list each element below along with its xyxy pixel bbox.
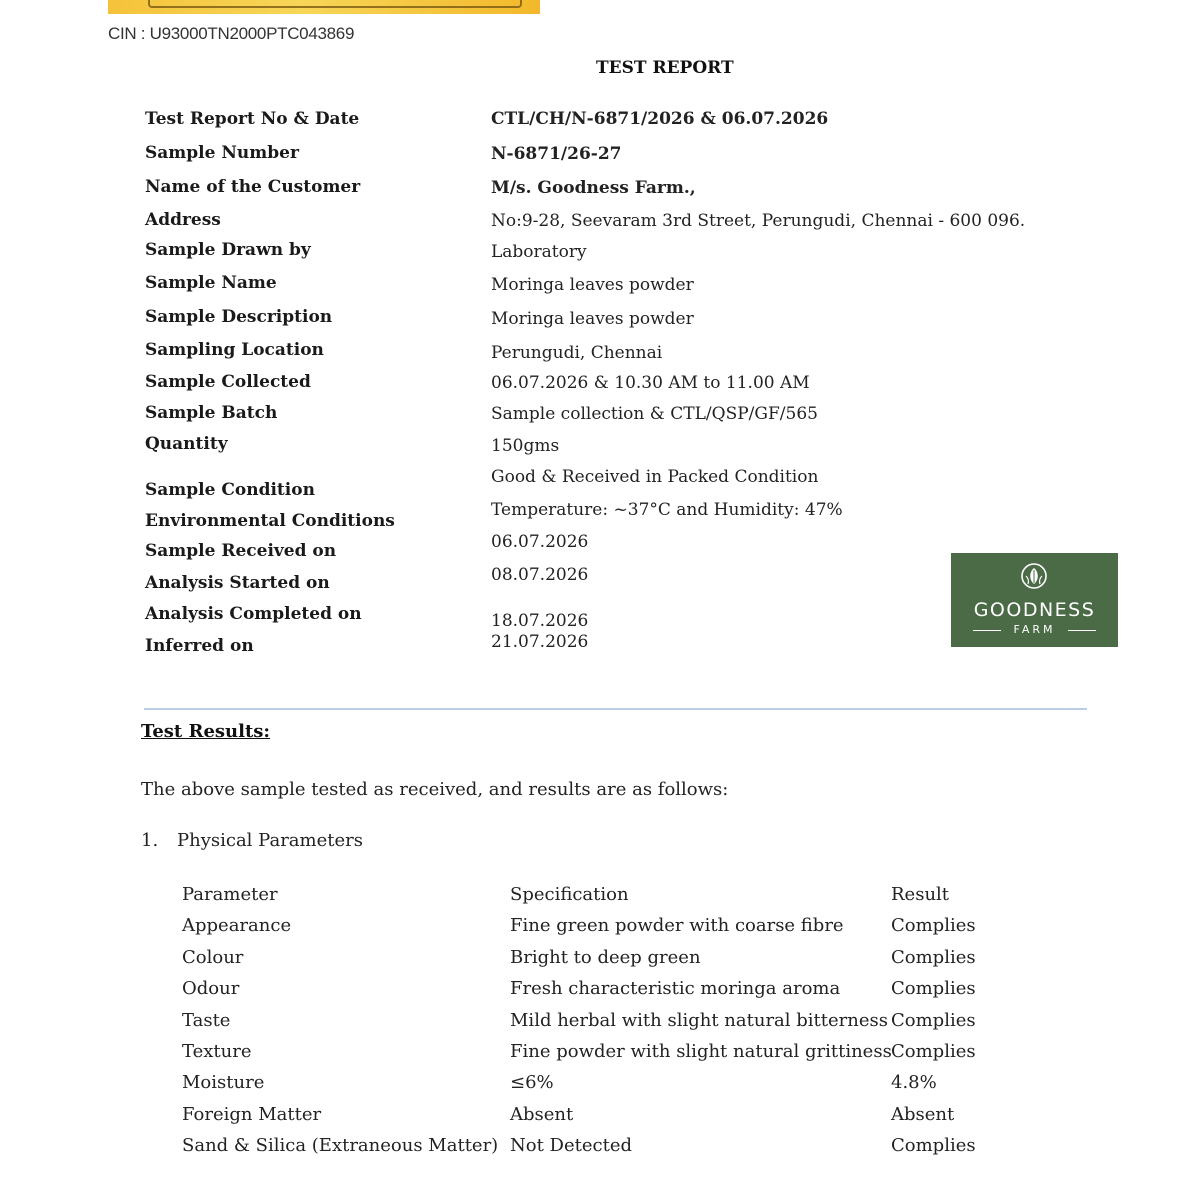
result-cell: Complies [891,1135,976,1156]
info-value: Sample collection & CTL/QSP/GF/565 [491,404,818,424]
parameter-cell: Appearance [182,915,292,936]
leaf-emblem-icon [1019,561,1049,591]
info-value: Moringa leaves powder [491,275,694,295]
info-value: 150gms [491,436,560,456]
info-label: Inferred on [145,636,254,656]
info-value: Perungudi, Chennai [491,343,663,363]
info-value: 06.07.2026 [491,532,589,552]
info-value: Good & Received in Packed Condition [491,467,819,487]
column-header: Specification [510,884,629,905]
table-row [0,1041,1200,1065]
result-cell: Complies [891,1041,976,1062]
info-value: 08.07.2026 [491,565,589,585]
specification-cell: Fine powder with slight natural grittiness [510,1041,892,1062]
column-header: Parameter [182,884,278,905]
banner-graphic [148,0,522,8]
specification-cell: Not Detected [510,1135,633,1156]
info-label: Sample Condition [145,480,315,500]
table-row [0,947,1200,971]
info-value: 21.07.2026 [491,632,589,652]
section-title: Physical Parameters [177,830,363,851]
info-value: Laboratory [491,242,587,262]
parameter-cell: Taste [182,1010,231,1031]
table-row [0,1104,1200,1128]
table-row [0,1072,1200,1096]
info-value: CTL/CH/N-6871/2026 & 06.07.2026 [491,109,829,129]
info-label: Sample Collected [145,372,311,392]
page-title: TEST REPORT [596,58,734,78]
logo-rule-right [1068,630,1096,631]
cin-number: CIN : U93000TN2000PTC043869 [108,24,355,43]
info-label: Environmental Conditions [145,511,395,531]
logo-subtext: FARM [1013,623,1056,636]
info-label: Sampling Location [145,340,324,360]
table-row [0,978,1200,1002]
info-value: 06.07.2026 & 10.30 AM to 11.00 AM [491,373,810,393]
logo-wordmark: GOODNESS [973,599,1096,621]
section-number: 1. [141,830,159,851]
column-header: Result [891,884,950,905]
info-value: Moringa leaves powder [491,309,694,329]
parameter-cell: Foreign Matter [182,1104,322,1125]
parameter-cell: Colour [182,947,244,968]
specification-cell: Absent [510,1104,574,1125]
info-label: Address [145,210,221,230]
parameter-cell: Odour [182,978,240,999]
result-cell: 4.8% [891,1072,937,1093]
specification-cell: ≤6% [510,1072,554,1093]
section-divider [144,708,1087,710]
result-cell: Complies [891,1010,976,1031]
info-value: Temperature: ~37°C and Humidity: 47% [491,500,843,520]
info-label: Test Report No & Date [145,109,360,129]
goodness-farm-logo [951,553,1118,647]
info-label: Name of the Customer [145,177,361,197]
info-value: N-6871/26-27 [491,144,622,164]
result-cell: Complies [891,915,976,936]
info-label: Quantity [145,434,228,454]
result-cell: Complies [891,947,976,968]
info-label: Analysis Started on [145,573,330,593]
table-row [0,915,1200,939]
info-value: 18.07.2026 [491,611,589,631]
results-intro: The above sample tested as received, and results are as follows: [141,779,729,800]
info-label: Sample Number [145,143,299,163]
specification-cell: Fine green powder with coarse fibre [510,915,844,936]
info-label: Sample Description [145,307,333,327]
info-label: Sample Batch [145,403,278,423]
specification-cell: Fresh characteristic moringa aroma [510,978,841,999]
info-value: No:9-28, Seevaram 3rd Street, Perungudi, Chennai - 600 096. [491,211,1026,231]
info-label: Sample Drawn by [145,240,311,260]
result-cell: Complies [891,978,976,999]
info-value: M/s. Goodness Farm., [491,178,696,198]
table-row [0,1010,1200,1034]
result-cell: Absent [891,1104,955,1125]
specification-cell: Bright to deep green [510,947,701,968]
info-label: Sample Received on [145,541,337,561]
table-row [0,1135,1200,1159]
info-label: Sample Name [145,273,277,293]
parameter-cell: Texture [182,1041,252,1062]
info-label: Analysis Completed on [145,604,362,624]
results-heading: Test Results: [141,721,271,742]
header-banner [108,0,540,14]
parameter-cell: Moisture [182,1072,265,1093]
specification-cell: Mild herbal with slight natural bitterness [510,1010,888,1031]
table-header-row [0,884,1200,908]
parameter-cell: Sand & Silica (Extraneous Matter) [182,1135,499,1156]
